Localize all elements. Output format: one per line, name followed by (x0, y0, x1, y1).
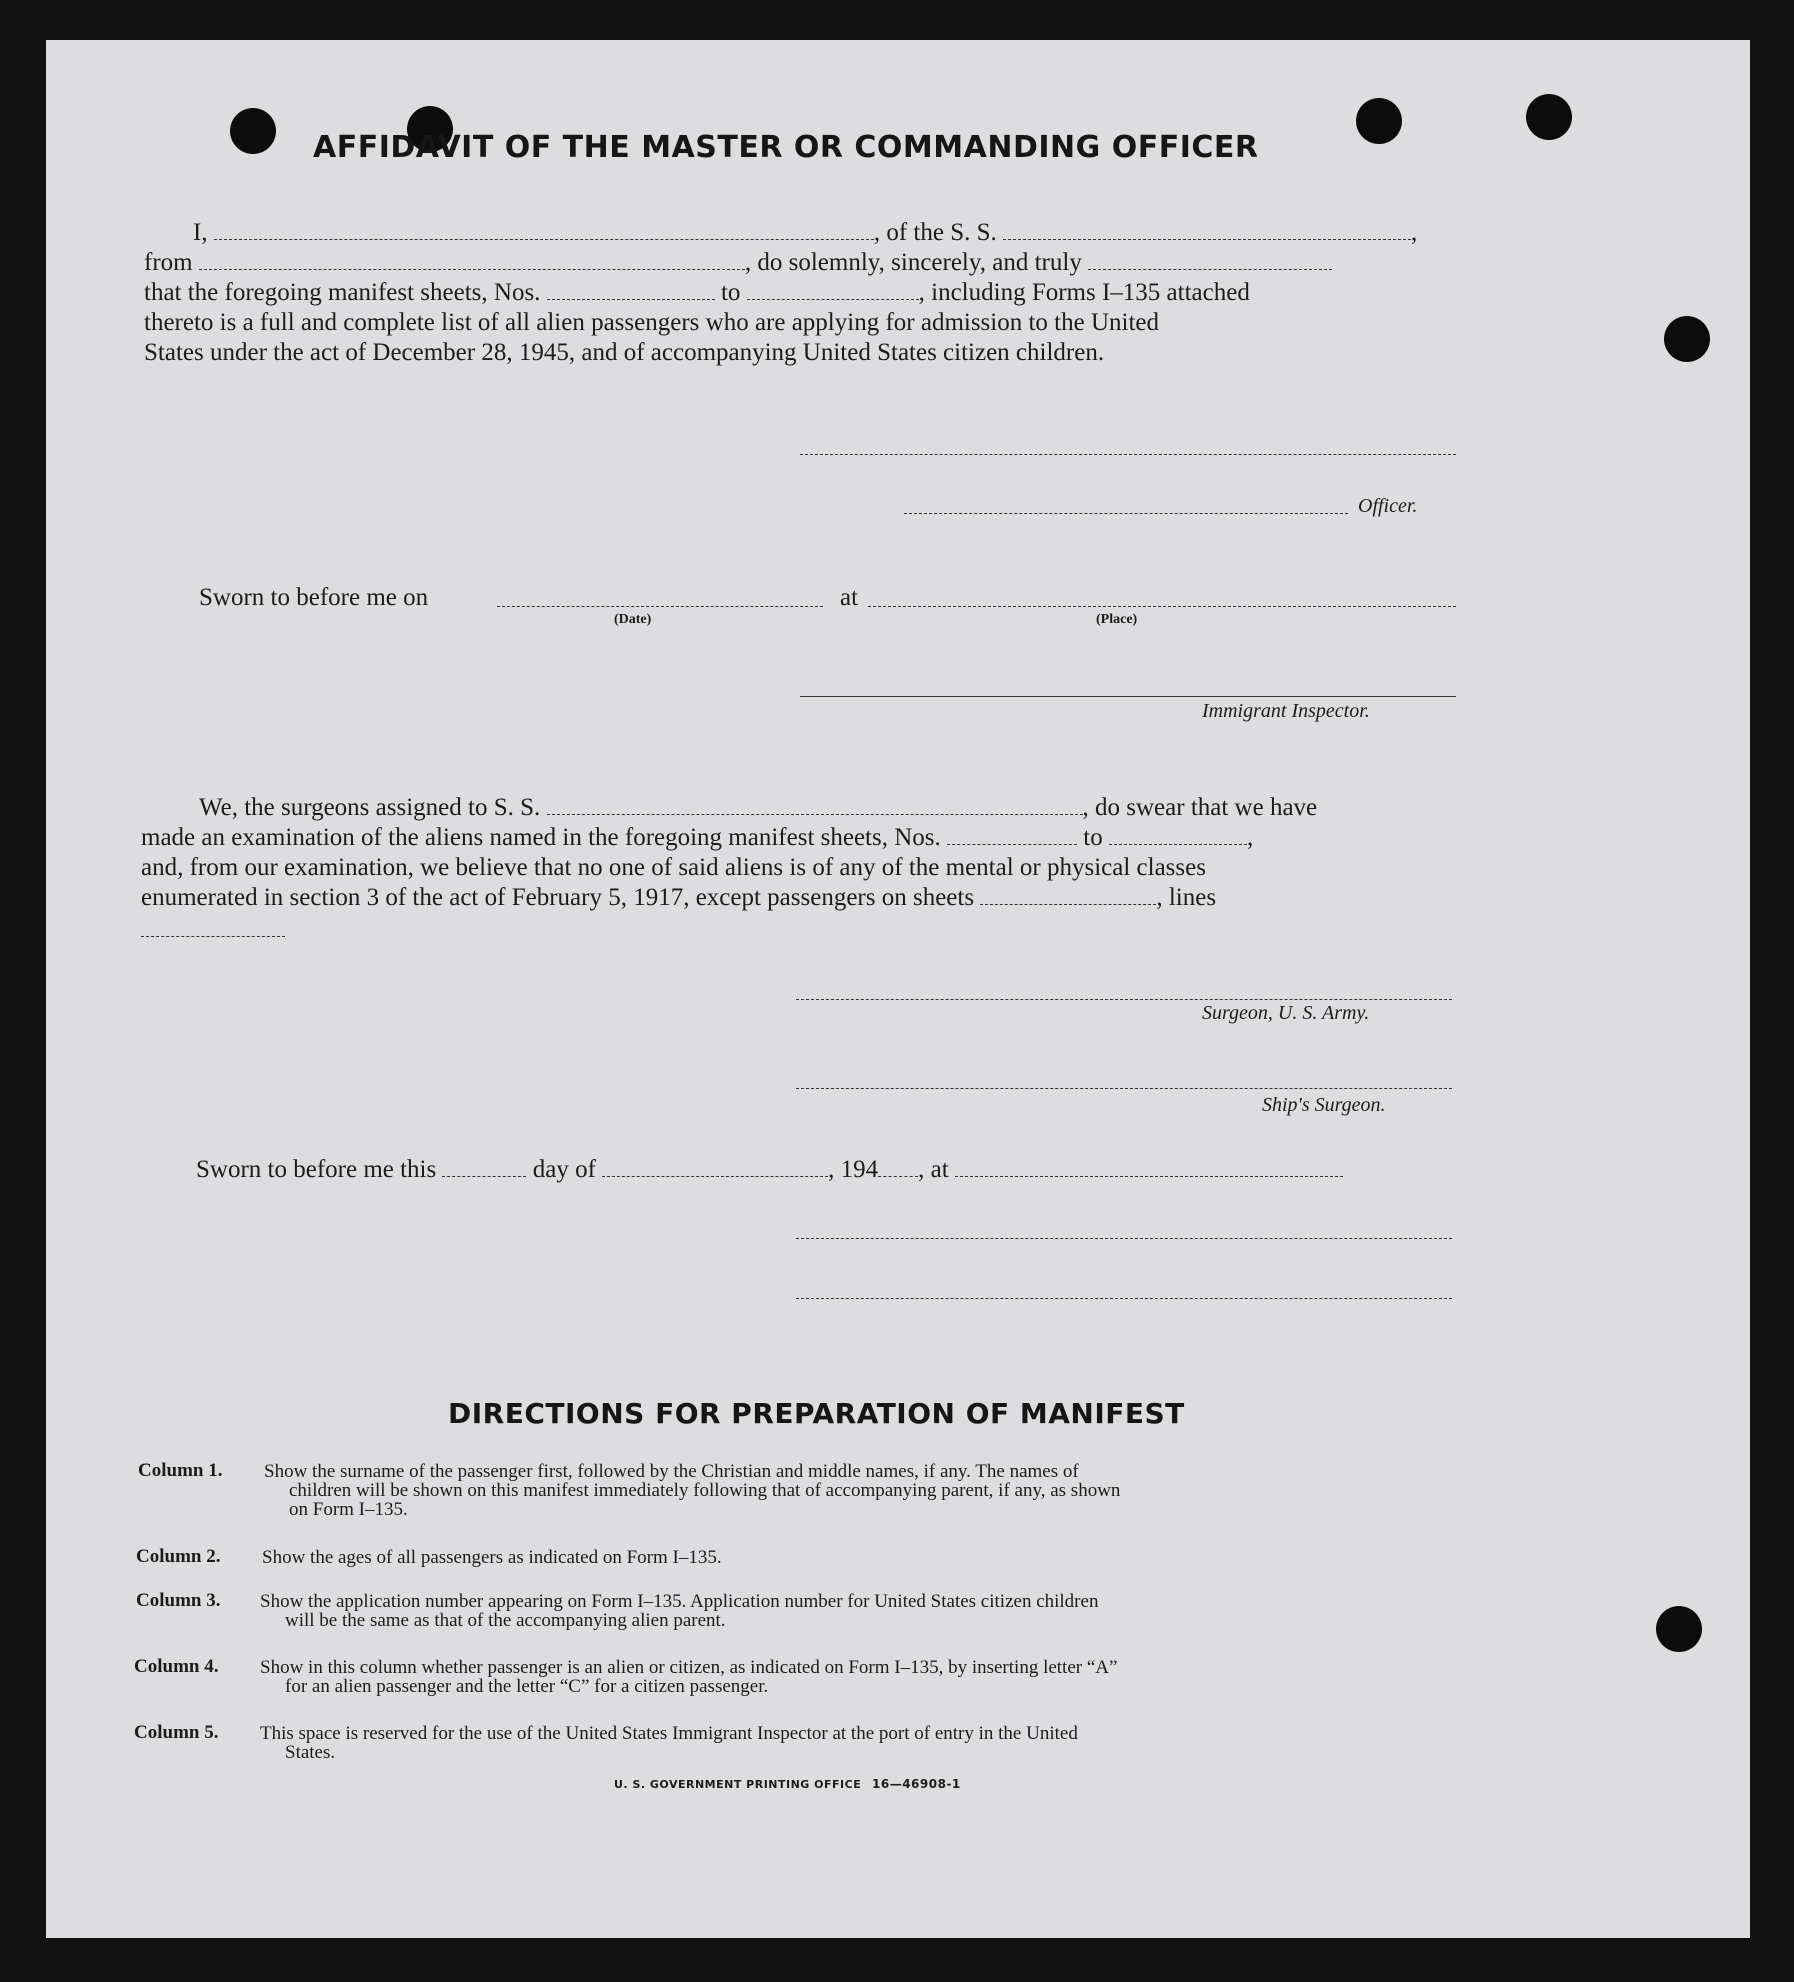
inspector-label: Immigrant Inspector. (1202, 700, 1370, 722)
affidavit-line-1 (193, 218, 1417, 248)
column-5-label: Column 5. (134, 1722, 219, 1743)
text-of-ss: , of the S. S. (873, 219, 997, 246)
direction-line: children will be shown on this manifest immediately following that of accompanying parent, if any, as shown (289, 1480, 1121, 1501)
surgeons-line-1 (199, 793, 1317, 823)
surgeon-ship-field[interactable] (547, 794, 1083, 815)
text-to: to (720, 279, 741, 306)
sworn-place-field[interactable] (955, 1156, 1343, 1177)
except-lines-field[interactable] (141, 936, 285, 937)
sheet-from-field[interactable] (547, 279, 715, 300)
column-3-label: Column 3. (136, 1590, 221, 1611)
text-at: , at (918, 1156, 949, 1183)
text-comma: , (1411, 219, 1418, 246)
sworn-place-line[interactable] (868, 606, 1456, 607)
surgeons-line-2 (141, 823, 1253, 853)
punch-hole (1656, 1606, 1702, 1652)
sworn-day-field[interactable] (442, 1156, 526, 1177)
officer-label: Officer. (1358, 495, 1418, 517)
ship-surgeon-signature-line[interactable] (796, 1088, 1452, 1089)
printer-imprint: U. S. GOVERNMENT PRINTING OFFICE (614, 1778, 862, 1791)
text-lines: , lines (1156, 884, 1217, 911)
date-caption: (Date) (614, 612, 652, 627)
punch-hole (1664, 316, 1710, 362)
text-day-of: day of (532, 1156, 596, 1183)
directions-title: DIRECTIONS FOR PREPARATION OF MANIFEST (448, 1397, 1185, 1430)
army-surgeon-signature-line[interactable] (796, 999, 1452, 1000)
ship-name-field[interactable] (1003, 219, 1411, 240)
army-surgeon-label: Surgeon, U. S. Army. (1202, 1002, 1370, 1024)
text-to: to (1083, 824, 1103, 851)
text-enumerated: enumerated in section 3 of the act of February 5, 1917, except passengers on sheets (141, 884, 975, 911)
text-do-swear: , do swear that we have (1082, 794, 1318, 821)
column-2-text (262, 1548, 722, 1567)
document-page (46, 40, 1750, 1938)
surgeons-line-3: and, from our examination, we believe that no one of said aliens is of any of the mental or physical classes (141, 854, 1206, 881)
direction-line: This space is reserved for the use of the United States Immigrant Inspector at the port of entry in the United (260, 1723, 1078, 1744)
at-label: at (840, 584, 859, 611)
except-sheets-field[interactable] (980, 884, 1156, 905)
punch-hole (230, 108, 276, 154)
sworn-year-field[interactable] (878, 1156, 918, 1177)
surgeons-sworn-line (196, 1155, 1343, 1185)
oath-field[interactable] (1088, 249, 1332, 270)
sheet-to-field[interactable] (747, 279, 919, 300)
column-1-text (264, 1462, 1120, 1519)
text-examination: made an examination of the aliens named in the foregoing manifest sheets, Nos. (141, 824, 941, 851)
surgeon-sheet-from-field[interactable] (947, 824, 1077, 845)
affidavit-line-2 (144, 248, 1332, 278)
affidavit-line-4: thereto is a full and complete list of all alien passengers who are applying for admission to the United (144, 309, 1160, 336)
column-4-text (260, 1658, 1117, 1696)
direction-line: on Form I–135. (289, 1499, 408, 1520)
surgeons-line-4 (141, 883, 1216, 913)
column-4-label: Column 4. (134, 1656, 219, 1677)
direction-line: Show the surname of the passenger first, followed by the Christian and middle names, if any. The names of (264, 1461, 1079, 1482)
column-2-label: Column 2. (136, 1546, 221, 1567)
surgeons-sworn-signature-line[interactable] (796, 1238, 1452, 1239)
text-surgeons-assigned: We, the surgeons assigned to S. S. (199, 794, 541, 821)
direction-line: Show in this column whether passenger is an alien or citizen, as indicated on Form I–135, by inserting letter “A” (260, 1657, 1118, 1678)
column-5-text (260, 1724, 1078, 1762)
sworn-date-line[interactable] (497, 606, 823, 607)
officer-signature-line[interactable] (800, 454, 1456, 455)
direction-line: Show the application number appearing on Form I–135. Application number for United States citizen children (260, 1591, 1099, 1612)
text-year-prefix: , 194 (828, 1156, 879, 1183)
affidavit-line-3 (144, 278, 1250, 308)
from-port-field[interactable] (199, 249, 745, 270)
text-i: I, (193, 219, 208, 246)
officer-title-line[interactable] (904, 513, 1348, 514)
place-caption: (Place) (1096, 612, 1138, 627)
sworn-month-field[interactable] (602, 1156, 828, 1177)
affidavit-title: AFFIDAVIT OF THE MASTER OR COMMANDING OFFICER (313, 130, 1259, 165)
text-comma: , (1246, 824, 1254, 851)
text-manifest-sheets: that the foregoing manifest sheets, Nos. (144, 279, 541, 306)
sworn-label: Sworn to before me on (199, 584, 429, 611)
direction-line: States. (285, 1742, 336, 1763)
affidavit-line-5: States under the act of December 28, 1945, and of accompanying United States citizen children. (144, 339, 1105, 366)
text-solemnly: , do solemnly, sincerely, and truly (744, 249, 1082, 276)
punch-hole (1526, 94, 1572, 140)
text-sworn-this: Sworn to before me this (196, 1156, 437, 1183)
form-code: 16—46908-1 (872, 1777, 961, 1791)
column-3-text (260, 1592, 1098, 1630)
surgeons-sworn-title-line[interactable] (796, 1298, 1452, 1299)
direction-line: Show the ages of all passengers as indicated on Form I–135. (262, 1547, 722, 1568)
direction-line: will be the same as that of the accompanying alien parent. (285, 1610, 726, 1631)
master-name-field[interactable] (214, 219, 874, 240)
inspector-signature-line[interactable] (800, 696, 1456, 697)
punch-hole (1356, 98, 1402, 144)
text-from: from (144, 249, 193, 276)
ship-surgeon-label: Ship's Surgeon. (1262, 1094, 1386, 1116)
text-including: , including Forms I–135 attached (918, 279, 1250, 306)
direction-line: for an alien passenger and the letter “C” for a citizen passenger. (285, 1676, 769, 1697)
surgeon-sheet-to-field[interactable] (1109, 824, 1247, 845)
column-1-label: Column 1. (138, 1460, 223, 1481)
